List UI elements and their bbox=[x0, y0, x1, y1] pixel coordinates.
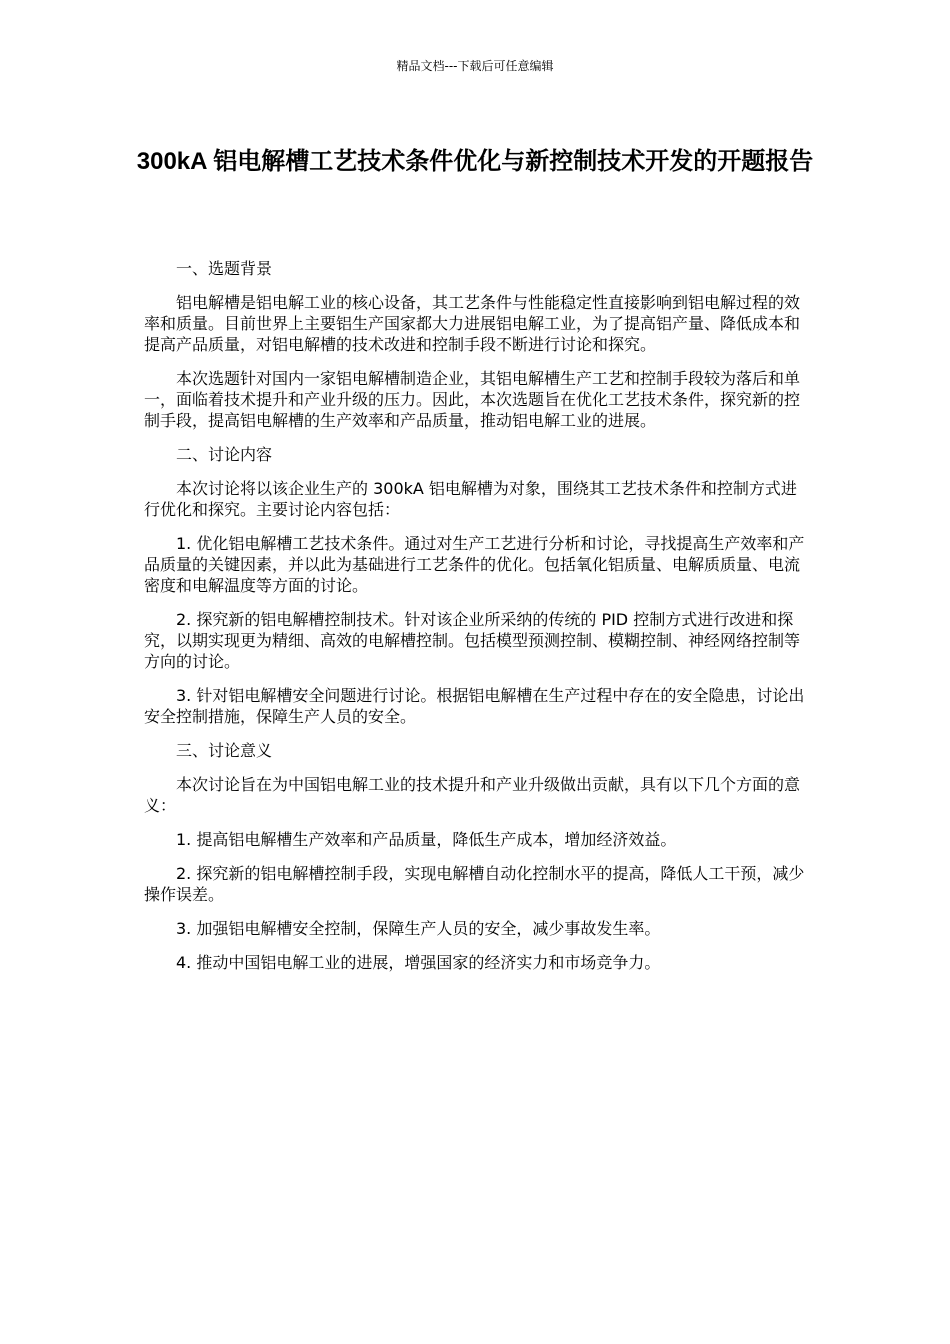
list-item: 2. 探究新的铝电解槽控制技术。针对该企业所采纳的传统的 PID 控制方式进行改进和探究，以期实现更为精细、高效的电解槽控制。包括模型预测控制、模糊控制、神经网络控制等方向的讨论。 bbox=[144, 610, 801, 671]
list-item: 3. 加强铝电解槽安全控制，保障生产人员的安全，减少事故发生率。 bbox=[176, 919, 661, 938]
paragraph: 本次选题针对国内一家铝电解槽制造企业，其铝电解槽生产工艺和控制手段较为落后和单一，面临着技术提升和产业升级的压力。因此，本次选题旨在优化工艺技术条件，探究新的控制手段，提高铝电解槽的生产效率和产品质量，推动铝电解工业的进展。 bbox=[144, 369, 801, 430]
section-heading-significance: 三、讨论意义 bbox=[176, 741, 273, 760]
section-heading-content: 二、讨论内容 bbox=[176, 445, 273, 464]
page-header: 精品文档---下载后可任意编辑 bbox=[396, 59, 554, 73]
list-item: 3. 针对铝电解槽安全问题进行讨论。根据铝电解槽在生产过程中存在的安全隐患，讨论出安全控制措施，保障生产人员的安全。 bbox=[144, 686, 805, 726]
list-item: 1. 提高铝电解槽生产效率和产品质量，降低生产成本，增加经济效益。 bbox=[176, 830, 677, 849]
paragraph: 本次讨论将以该企业生产的 300kA 铝电解槽为对象，围绕其工艺技术条件和控制方式进行优化和探究。主要讨论内容包括： bbox=[144, 479, 797, 519]
document-title: 300kA 铝电解槽工艺技术条件优化与新控制技术开发的开题报告 bbox=[136, 148, 814, 175]
document-body bbox=[144, 258, 806, 986]
list-item: 4. 推动中国铝电解工业的进展，增强国家的经济实力和市场竞争力。 bbox=[176, 953, 661, 972]
paragraph: 本次讨论旨在为中国铝电解工业的技术提升和产业升级做出贡献，具有以下几个方面的意义： bbox=[144, 775, 801, 815]
list-item: 2. 探究新的铝电解槽控制手段，实现电解槽自动化控制水平的提高，降低人工干预，减少操作误差。 bbox=[144, 864, 805, 904]
paragraph: 铝电解槽是铝电解工业的核心设备，其工艺条件与性能稳定性直接影响到铝电解过程的效率和质量。目前世界上主要铝生产国家都大力进展铝电解工业，为了提高铝产量、降低成本和提高产品质量，对铝电解槽的技术改进和控制手段不断进行讨论和探究。 bbox=[144, 293, 801, 354]
section-heading-background: 一、选题背景 bbox=[176, 259, 273, 278]
list-item: 1. 优化铝电解槽工艺技术条件。通过对生产工艺进行分析和讨论，寻找提高生产效率和产品质量的关键因素，并以此为基础进行工艺条件的优化。包括氧化铝质量、电解质质量、电流密度和电解温度等方面的讨论。 bbox=[144, 534, 805, 595]
